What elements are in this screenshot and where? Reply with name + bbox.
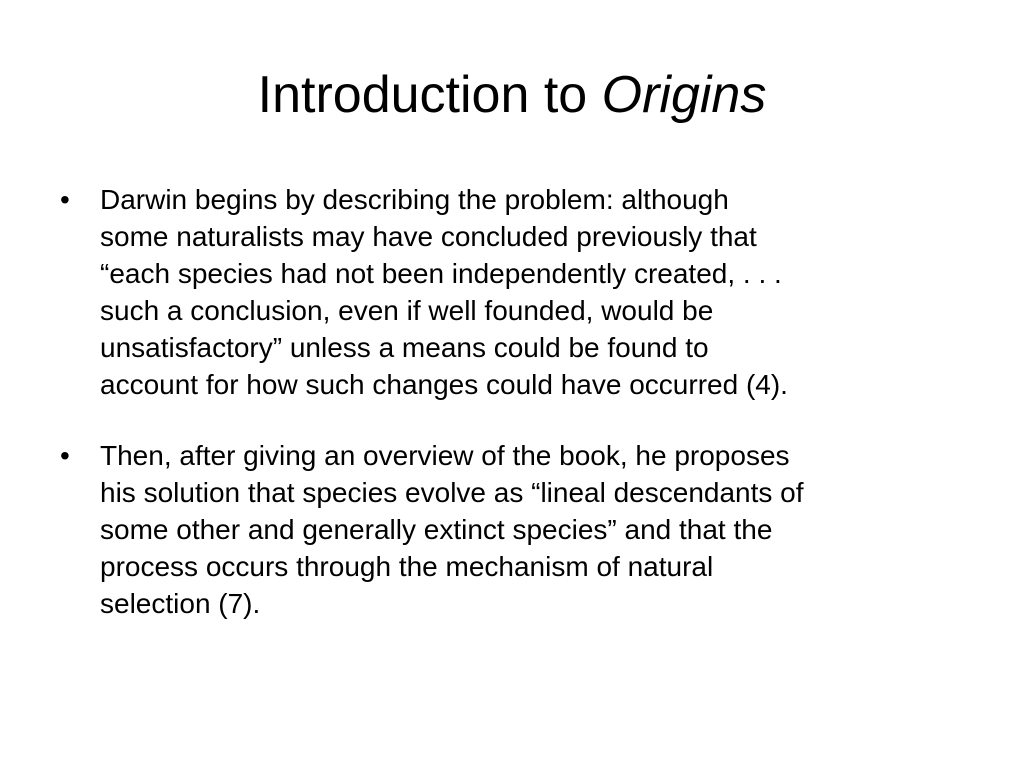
bullet-line: some other and generally extinct species” and that the <box>100 514 773 545</box>
bullet-line: unsatisfactory” unless a means could be found to <box>100 332 709 363</box>
bullet-item-1 <box>60 181 960 403</box>
bullet-icon: • <box>60 440 70 471</box>
bullet-line: such a conclusion, even if well founded, would be <box>100 295 714 326</box>
bullet-list <box>60 181 960 656</box>
bullet-line: some naturalists may have concluded previously that <box>100 221 757 252</box>
bullet-icon: • <box>60 184 70 215</box>
bullet-line: selection (7). <box>100 588 261 619</box>
slide-title-plain: Introduction to <box>257 66 602 124</box>
slide-title-italic: Origins <box>601 66 767 124</box>
bullet-line: Then, after giving an overview of the book, he proposes <box>100 440 790 471</box>
bullet-item-2 <box>60 437 960 622</box>
bullet-line: account for how such changes could have occurred (4). <box>100 369 788 400</box>
bullet-line: Darwin begins by describing the problem: although <box>100 184 729 215</box>
bullet-line: his solution that species evolve as “lineal descendants of <box>100 477 804 508</box>
bullet-line: “each species had not been independently created, . . . <box>100 258 782 289</box>
bullet-line: process occurs through the mechanism of natural <box>100 551 714 582</box>
slide-title <box>0 62 1024 128</box>
